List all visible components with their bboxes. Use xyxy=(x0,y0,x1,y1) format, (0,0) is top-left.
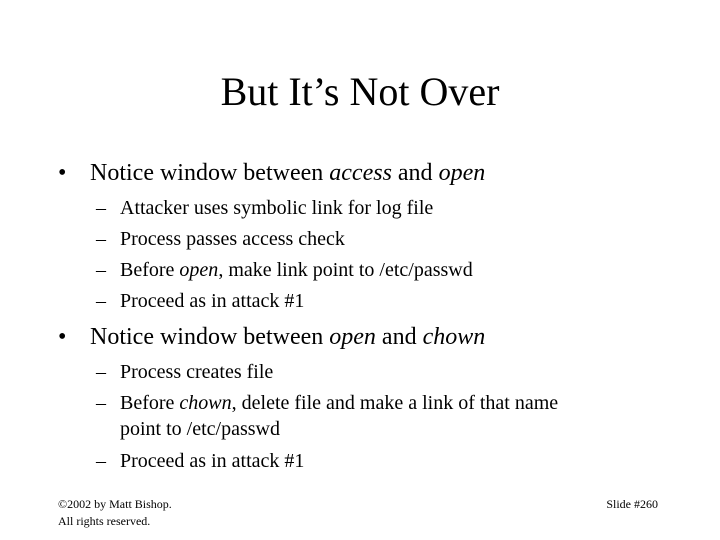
bullet-1-text-b: and xyxy=(391,160,439,186)
sub-bullet-text: Process passes access check xyxy=(120,228,345,250)
sub-bullet-text: Attacker uses symbolic link for log file xyxy=(120,197,434,219)
sub-bullet-dash: – xyxy=(96,290,106,312)
bullet-2-emphasis-open: open xyxy=(329,324,376,350)
bullet-1-text-a: Notice window between xyxy=(90,160,330,186)
sub-bullet-emphasis: open xyxy=(179,259,219,281)
sub-bullet-text-b: , make link point to /etc/passwd xyxy=(218,259,473,281)
bullet-1-emphasis-access: access xyxy=(329,160,392,186)
footer-copyright: ©2002 by Matt Bishop. xyxy=(58,497,172,511)
sub-bullet-text: Proceed as in attack #1 xyxy=(120,290,305,312)
sub-bullet-text xyxy=(120,258,473,283)
sub-bullet-text-b: , delete file and make a link of that name xyxy=(231,392,559,414)
sub-bullet-text xyxy=(120,391,558,416)
sub-bullet-text-a: Before xyxy=(120,392,180,414)
sub-bullet-text: Proceed as in attack #1 xyxy=(120,450,305,472)
sub-bullet-dash: – xyxy=(96,259,106,281)
bullet-dot: • xyxy=(58,324,67,350)
sub-bullet-dash: – xyxy=(96,450,106,472)
bullet-1-text xyxy=(90,158,485,188)
sub-bullet-dash: – xyxy=(96,197,106,219)
sub-bullet-text-a: Before xyxy=(120,259,180,281)
sub-bullet-dash: – xyxy=(96,392,106,414)
sub-bullet-emphasis: chown xyxy=(179,392,232,414)
footer-rights: All rights reserved. xyxy=(58,514,151,528)
slide-number: Slide #260 xyxy=(606,497,658,511)
sub-bullet-dash: – xyxy=(96,228,106,250)
sub-bullet-text: Process creates file xyxy=(120,361,274,383)
bullet-2-emphasis-chown: chown xyxy=(422,324,486,350)
bullet-2-text-b: and xyxy=(375,324,423,350)
sub-bullet-text-continuation: point to /etc/passwd xyxy=(120,418,280,440)
sub-bullet-dash: – xyxy=(96,361,106,383)
bullet-dot: • xyxy=(58,160,67,186)
bullet-1-emphasis-open: open xyxy=(438,160,486,186)
slide-title: But It’s Not Over xyxy=(220,69,500,114)
bullet-2-text xyxy=(90,322,485,352)
bullet-2-text-a: Notice window between xyxy=(90,324,330,350)
